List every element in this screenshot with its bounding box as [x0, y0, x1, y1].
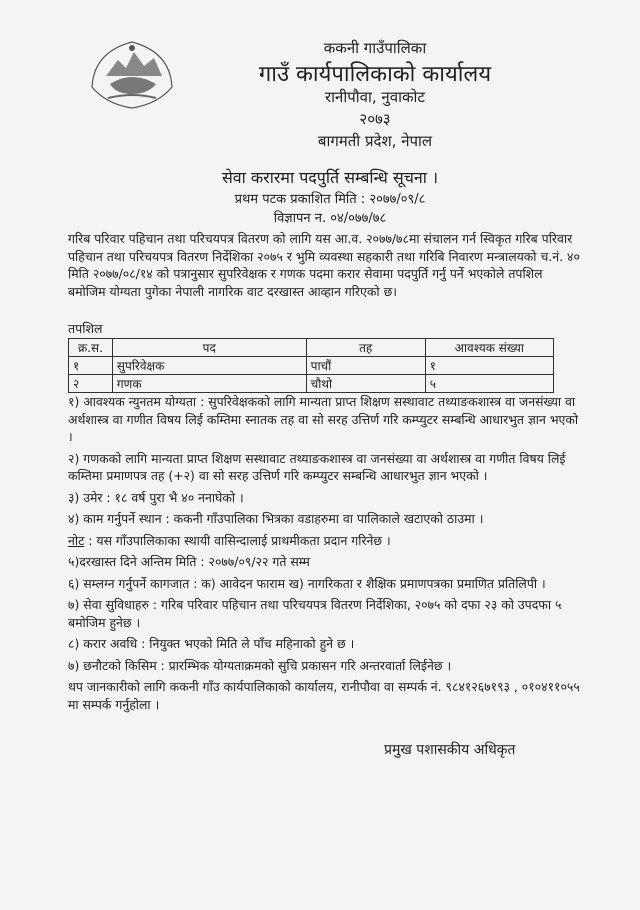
table-row — [69, 357, 554, 375]
table-row — [69, 375, 554, 393]
list-item: ६) सम्लग्न गर्नुपर्ने कागजात : क) आवेदन फाराम ख) नागरिकता र शैक्षिक प्रमाणपत्रका प्रमाणित प्रतिलिपी । — [68, 575, 546, 591]
publish-date: प्रथम पटक प्रकाशित मिति : २०७७/०९/८ — [234, 192, 426, 207]
notice-title: सेवा करारमा पदपुर्ति सम्बन्धि सूचना । — [221, 168, 439, 187]
table-label: तपशिल — [68, 321, 103, 336]
cell-serial: २ — [69, 375, 113, 393]
header-required-count: आवश्यक संख्या — [425, 339, 553, 357]
list-item: २) गणकको लागि मान्यता प्राप्त शिक्षण सस्थावाट तथ्याङकशास्त्र वा जनसंख्या वा अर्थशास्त्र वा गणीत विषय लिई कम्तिमा प्रमाणपत्र तह (+२) वा सो सरह उत्तिर्ण गरि कम्प्युटर सम्बन्धि आधारभुत ज्ञान भएको । — [68, 450, 566, 483]
advertisement-number: विज्ञापन न. ०४/०७७/७८ — [273, 211, 387, 226]
cell-post: सुपरिवेक्षक — [112, 357, 306, 375]
list-item: ८) करार अवधि : नियुक्त भएको मिति ले पाँच महिनाको हुने छ । — [68, 636, 355, 651]
list-item: ४) काम गर्नुपर्ने स्थान : ककनी गाँउपालिका भित्रका वडाहरुमा वा पालिकाले खटाएको ठाउमा । — [68, 511, 484, 526]
office-location: रानीपौवा, नुवाकोट — [325, 88, 425, 106]
province-country: बागमती प्रदेश, नेपाल — [317, 132, 433, 150]
list-item: ७) छनौटको किसिम : प्रारम्भिक योग्यताक्रमको सुचि प्रकासन गरि अन्तरवार्ता लिईनेछ । — [68, 657, 452, 673]
positions-table — [68, 338, 554, 393]
contact-info: थप जानकारीको लागि ककनी गाँउ कार्यपालिकाको कार्यालय, रानीपौवा वा सम्पर्क नं. ९८४१२६७१९३ , ०१०४११०५५ मा सम्पर्क गर्नुहोला । — [68, 679, 580, 712]
cell-serial: १ — [69, 357, 113, 375]
municipality-name: ककनी गाउँपालिका — [323, 39, 427, 57]
cell-post: गणक — [112, 375, 306, 393]
established-year: २०७३ — [359, 110, 391, 128]
header-serial: क्र.स. — [69, 339, 113, 357]
note-text: यस गाँउपालिकाका स्थायी वासिन्दालाई प्राथमीकता प्रदान गरिनेछ । — [96, 532, 391, 548]
cell-count: १ — [425, 357, 553, 375]
list-item: १) आवश्यक न्युनतम योग्यता : सुपरिवेक्षकको लागि मान्यता प्राप्त शिक्षण सस्थावाट तथ्याङकशास्त्र वा जनसंख्या वा अर्थशास्त्र वा गणीत विषय लिई कम्तिमा स्नातक तह वा सो सरह उत्तिर्ण गरि कम्प्युटर सम्बन्धि आधारभुत ज्ञान भएको । — [68, 394, 579, 444]
conditions-list — [68, 393, 580, 717]
note-label: नोट — [68, 532, 85, 548]
cell-count: ५ — [425, 375, 553, 393]
signature-title: प्रमुख पशासकीय अधिकृत — [384, 742, 516, 758]
list-item: ३) उमेर : १८ वर्ष पुरा भै ४० ननाघेको । — [68, 489, 244, 505]
header-level: तह — [306, 339, 425, 357]
office-title: गाउँ कार्यपालिकाको कार्यालय — [258, 62, 492, 87]
intro-paragraph: गरिब परिवार पहिचान तथा परिचयपत्र वितरण को लागि यस आ.व. २०७७/७८मा संचालन गर्न स्विकृत गरिब परिवार पहिचान तथा परिचयपत्र वितरण निर्देशिका २०७५ र भुमि व्यवस्था सहकारी तथा गरिबि निवारण मन्त्रालयको च.नं. ४० मिति २०७७/०८/१४ को पत्रानुसार सुपरिवेक्षक र गणक पदमा करार सेवामा पदपुर्ति गर्नु पर्ने भएकोले तपशिल बमोजिम योग्यता पुगेका नेपाली नागरिक वाट दरखास्त आव्हान गरिएको छ। — [68, 231, 580, 299]
note-item: नोट : यस गाँउपालिकाका स्थायी वासिन्दालाई प्राथमीकता प्रदान गरिनेछ । — [68, 532, 391, 548]
cell-level: चौथो — [306, 375, 425, 393]
cell-level: पाचौं — [306, 357, 425, 375]
header-post: पद — [112, 339, 306, 357]
list-item: ५)दरखास्त दिने अन्तिम मिति : २०७७/०९/२२ गते सम्म — [68, 554, 310, 569]
table-header-row — [69, 339, 554, 357]
list-item: ७) सेवा सुविधाहरु : गरिब परिवार पहिचान तथा परिचयपत्र वितरण निर्देशिका, २०७५ को दफा २३ को उपदफा ५ बमोजिम हुनेछ । — [68, 597, 562, 630]
